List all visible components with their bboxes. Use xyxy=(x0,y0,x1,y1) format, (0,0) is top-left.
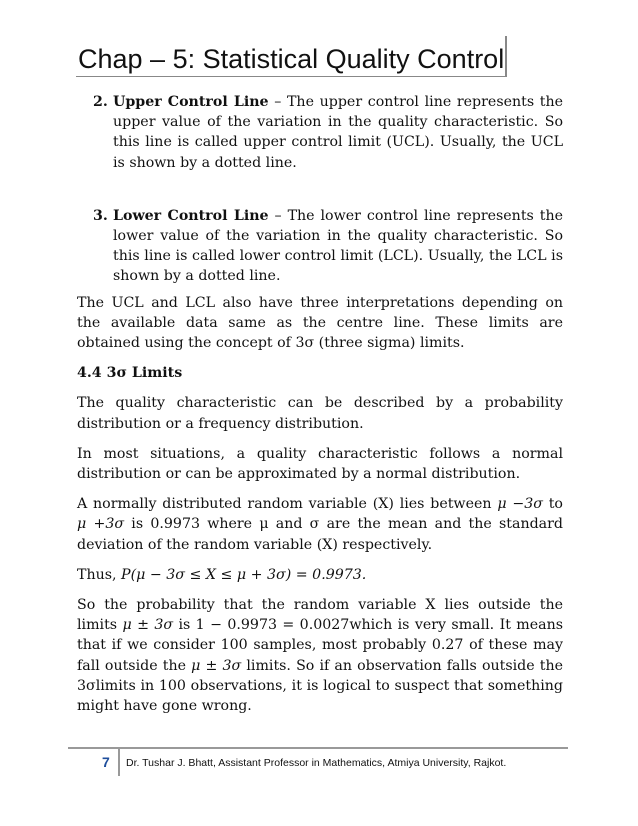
math-probability-formula: P(μ − 3σ ≤ X ≤ μ + 3σ) = 0.9973. xyxy=(121,566,367,583)
header-underline xyxy=(76,76,507,77)
header-divider xyxy=(505,36,507,76)
definition-text: – The lower control line represents the lower value of the variation in the quality characteristic. So this line is called lower control limit (LCL). Usually, the LCL is shown by a dotted line. xyxy=(113,207,563,285)
list-number: 3. xyxy=(93,207,108,224)
list-item-lower-control-line xyxy=(77,206,563,287)
math-mu-plus-3sigma: μ +3σ xyxy=(77,516,125,533)
footer-author: Dr. Tushar J. Bhatt, Assistant Professor in Mathematics, Atmiya University, Rajkot. xyxy=(126,757,507,769)
paragraph-random-variable: A normally distributed random variable (X) lies between μ −3σ to μ +3σ is 0.9973 where μ and σ are the mean and the standard deviation of the random variable (X) respectively. xyxy=(77,496,563,553)
paragraph-quality-desc: The quality characteristic can be described by a probability distribution or a frequency distribution. xyxy=(77,395,563,432)
page-content xyxy=(77,92,563,716)
definition-text: – The upper control line represents the upper value of the variation in the quality characteristic. So this line is called upper control limit (UCL). Usually, the UCL is shown by a dotted line. xyxy=(113,94,564,171)
paragraph-thus: Thus, P(μ − 3σ ≤ X ≤ μ + 3σ) = 0.9973. xyxy=(77,566,367,583)
list-item-upper-control-line xyxy=(77,92,563,173)
term-lower-control-line: Lower Control Line xyxy=(113,207,269,224)
paragraph-normal-dist: In most situations, a quality characteristic follows a normal distribution or can be approximated by a normal distribution. xyxy=(77,445,563,483)
footer-divider xyxy=(68,747,568,749)
paragraph-probability: So the probability that the random variable X lies outside the limits μ ± 3σ is 1 − 0.9973 = 0.0027which is very small. It means that if we consider 100 samples, most probably 0.27 of these may fall outside the μ ± 3σ limits. So if an observation falls outside the 3σlimits in 100 observations, it is logical to suspect that something might have gone wrong. xyxy=(77,597,564,715)
footer-vertical-divider xyxy=(118,749,120,776)
math-mu-minus-3sigma: μ −3σ xyxy=(497,496,543,513)
math-mu-pm-3sigma: μ ± 3σ xyxy=(191,657,242,674)
term-upper-control-line: Upper Control Line xyxy=(113,94,269,110)
section-heading: 4.4 3σ Limits xyxy=(77,365,183,382)
list-item-body xyxy=(113,206,563,287)
math-mu-pm-3sigma: μ ± 3σ xyxy=(122,617,174,634)
page-number: 7 xyxy=(102,754,110,770)
paragraph-ucl-lcl: The UCL and LCL also have three interpretations depending on the available data same as the centre line. These limits are obtained using the concept of 3σ (three sigma) limits. xyxy=(77,294,563,352)
page-title: Chap – 5: Statistical Quality Control xyxy=(78,44,505,74)
list-item-body xyxy=(113,92,563,173)
list-number: 2. xyxy=(93,94,108,110)
